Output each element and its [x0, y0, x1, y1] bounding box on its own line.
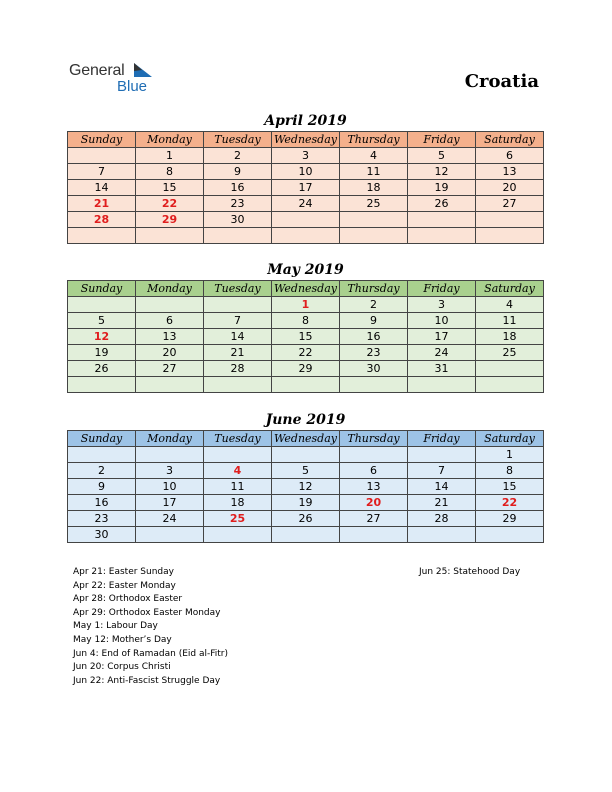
day-cell: 22 [136, 196, 204, 212]
empty-day-cell [340, 527, 408, 543]
week-row [68, 180, 544, 196]
holiday-item: May 12: Mother’s Day [73, 634, 172, 645]
weekday-label: Sunday [68, 431, 136, 447]
day-cell: 3 [272, 148, 340, 164]
empty-day-cell [340, 212, 408, 228]
day-cell: 7 [408, 463, 476, 479]
day-cell: 3 [136, 463, 204, 479]
week-row [68, 297, 544, 313]
day-cell: 18 [204, 495, 272, 511]
empty-day-cell [476, 212, 544, 228]
week-row [68, 527, 544, 543]
day-cell: 7 [204, 313, 272, 329]
holiday-item: Apr 28: Orthodox Easter [73, 594, 183, 605]
day-cell: 30 [204, 212, 272, 228]
day-cell: 24 [408, 345, 476, 361]
day-cell: 15 [476, 479, 544, 495]
day-cell: 2 [68, 463, 136, 479]
empty-day-cell [272, 447, 340, 463]
day-cell: 8 [272, 313, 340, 329]
empty-day-cell [408, 377, 476, 393]
day-cell: 16 [204, 180, 272, 196]
empty-day-cell [204, 297, 272, 313]
day-cell: 25 [204, 511, 272, 527]
weekday-header-row [68, 281, 544, 297]
weekday-label: Thursday [340, 132, 408, 148]
day-cell: 28 [408, 511, 476, 527]
day-cell: 13 [340, 479, 408, 495]
week-row [68, 164, 544, 180]
weekday-label: Wednesday [272, 132, 340, 148]
holiday-item: Jun 25: Statehood Day [419, 567, 521, 577]
day-cell: 29 [476, 511, 544, 527]
day-cell: 4 [340, 148, 408, 164]
weekday-label: Thursday [340, 281, 408, 297]
empty-day-cell [340, 377, 408, 393]
empty-day-cell [136, 377, 204, 393]
week-row [68, 361, 544, 377]
empty-day-cell [272, 377, 340, 393]
day-cell: 18 [340, 180, 408, 196]
day-cell: 12 [408, 164, 476, 180]
day-cell: 20 [136, 345, 204, 361]
calendar-grid [67, 131, 544, 244]
logo-text-general: General [69, 62, 125, 79]
weekday-label: Friday [408, 431, 476, 447]
empty-day-cell [476, 527, 544, 543]
day-cell: 24 [136, 511, 204, 527]
day-cell: 27 [136, 361, 204, 377]
week-row [68, 148, 544, 164]
day-cell: 13 [476, 164, 544, 180]
day-cell: 28 [204, 361, 272, 377]
day-cell: 26 [272, 511, 340, 527]
logo-triangle-icon [134, 63, 152, 77]
weekday-label: Monday [136, 281, 204, 297]
week-row [68, 196, 544, 212]
weekday-label: Friday [408, 132, 476, 148]
generalblue-logo [69, 62, 169, 96]
weekday-label: Tuesday [204, 132, 272, 148]
day-cell: 30 [68, 527, 136, 543]
day-cell: 5 [68, 313, 136, 329]
day-cell: 27 [476, 196, 544, 212]
day-cell: 12 [272, 479, 340, 495]
month-may [67, 260, 544, 393]
day-cell: 6 [340, 463, 408, 479]
day-cell: 9 [68, 479, 136, 495]
holiday-list-right [419, 566, 520, 580]
day-cell: 14 [408, 479, 476, 495]
empty-day-cell [68, 297, 136, 313]
holiday-item: Jun 22: Anti-Fascist Struggle Day [73, 675, 221, 686]
empty-day-cell [204, 447, 272, 463]
day-cell: 10 [272, 164, 340, 180]
day-cell: 20 [340, 495, 408, 511]
calendar-grid [67, 280, 544, 393]
week-row [68, 377, 544, 393]
day-cell: 26 [408, 196, 476, 212]
day-cell: 5 [408, 148, 476, 164]
empty-day-cell [68, 377, 136, 393]
day-cell: 9 [204, 164, 272, 180]
empty-day-cell [340, 447, 408, 463]
day-cell: 4 [204, 463, 272, 479]
empty-day-cell [68, 447, 136, 463]
weekday-label: Wednesday [272, 281, 340, 297]
holiday-item: Apr 21: Easter Sunday [73, 567, 174, 577]
day-cell: 20 [476, 180, 544, 196]
empty-day-cell [408, 212, 476, 228]
empty-day-cell [204, 527, 272, 543]
day-cell: 17 [408, 329, 476, 345]
day-cell: 21 [68, 196, 136, 212]
week-row [68, 212, 544, 228]
empty-day-cell [68, 148, 136, 164]
day-cell: 15 [272, 329, 340, 345]
weekday-label: Sunday [68, 132, 136, 148]
day-cell: 5 [272, 463, 340, 479]
weekday-label: Tuesday [204, 281, 272, 297]
empty-day-cell [272, 212, 340, 228]
empty-day-cell [204, 377, 272, 393]
day-cell: 12 [68, 329, 136, 345]
day-cell: 14 [204, 329, 272, 345]
day-cell: 18 [476, 329, 544, 345]
weekday-label: Tuesday [204, 431, 272, 447]
day-cell: 22 [272, 345, 340, 361]
weekday-header-row [68, 431, 544, 447]
week-row [68, 447, 544, 463]
day-cell: 8 [136, 164, 204, 180]
weekday-label: Thursday [340, 431, 408, 447]
day-cell: 11 [340, 164, 408, 180]
day-cell: 29 [136, 212, 204, 228]
day-cell: 28 [68, 212, 136, 228]
day-cell: 29 [272, 361, 340, 377]
day-cell: 23 [204, 196, 272, 212]
day-cell: 14 [68, 180, 136, 196]
day-cell: 15 [136, 180, 204, 196]
day-cell: 27 [340, 511, 408, 527]
day-cell: 22 [476, 495, 544, 511]
day-cell: 2 [340, 297, 408, 313]
month-title: May 2019 [267, 262, 344, 278]
empty-day-cell [68, 228, 136, 244]
day-cell: 21 [204, 345, 272, 361]
empty-day-cell [136, 447, 204, 463]
day-cell: 19 [272, 495, 340, 511]
empty-day-cell [340, 228, 408, 244]
day-cell: 24 [272, 196, 340, 212]
weekday-label: Saturday [476, 431, 544, 447]
week-row [68, 463, 544, 479]
day-cell: 19 [408, 180, 476, 196]
empty-day-cell [136, 297, 204, 313]
day-cell: 17 [272, 180, 340, 196]
empty-day-cell [408, 527, 476, 543]
holiday-item: Jun 4: End of Ramadan (Eid al-Fitr) [73, 648, 228, 659]
weekday-header-row [68, 132, 544, 148]
empty-day-cell [408, 447, 476, 463]
day-cell: 16 [68, 495, 136, 511]
weekday-label: Wednesday [272, 431, 340, 447]
logo-text-blue: Blue [117, 78, 148, 95]
week-row [68, 345, 544, 361]
day-cell: 9 [340, 313, 408, 329]
month-june [67, 410, 544, 543]
month-title: June 2019 [265, 412, 346, 428]
weekday-label: Sunday [68, 281, 136, 297]
empty-day-cell [408, 228, 476, 244]
day-cell: 21 [408, 495, 476, 511]
day-cell: 1 [272, 297, 340, 313]
month-april [67, 111, 544, 244]
holiday-item: Apr 22: Easter Monday [73, 580, 176, 591]
week-row [68, 511, 544, 527]
day-cell: 25 [476, 345, 544, 361]
week-row [68, 228, 544, 244]
day-cell: 23 [340, 345, 408, 361]
country-title: Croatia [464, 71, 539, 92]
weekday-label: Saturday [476, 281, 544, 297]
week-row [68, 313, 544, 329]
day-cell: 6 [476, 148, 544, 164]
empty-day-cell [476, 228, 544, 244]
weekday-label: Monday [136, 132, 204, 148]
day-cell: 19 [68, 345, 136, 361]
holiday-list-left [73, 566, 228, 688]
weekday-label: Monday [136, 431, 204, 447]
calendar-grid [67, 430, 544, 543]
day-cell: 23 [68, 511, 136, 527]
week-row [68, 495, 544, 511]
empty-day-cell [136, 527, 204, 543]
day-cell: 16 [340, 329, 408, 345]
day-cell: 8 [476, 463, 544, 479]
empty-day-cell [272, 228, 340, 244]
day-cell: 31 [408, 361, 476, 377]
day-cell: 4 [476, 297, 544, 313]
day-cell: 1 [476, 447, 544, 463]
empty-day-cell [476, 377, 544, 393]
day-cell: 7 [68, 164, 136, 180]
day-cell: 6 [136, 313, 204, 329]
day-cell: 1 [136, 148, 204, 164]
week-row [68, 329, 544, 345]
day-cell: 26 [68, 361, 136, 377]
weekday-label: Friday [408, 281, 476, 297]
month-title: April 2019 [264, 113, 347, 129]
day-cell: 10 [408, 313, 476, 329]
weekday-label: Saturday [476, 132, 544, 148]
day-cell: 13 [136, 329, 204, 345]
holiday-item: May 1: Labour Day [73, 621, 158, 632]
day-cell: 17 [136, 495, 204, 511]
day-cell: 11 [476, 313, 544, 329]
week-row [68, 479, 544, 495]
empty-day-cell [272, 527, 340, 543]
empty-day-cell [476, 361, 544, 377]
day-cell: 2 [204, 148, 272, 164]
day-cell: 10 [136, 479, 204, 495]
day-cell: 25 [340, 196, 408, 212]
day-cell: 3 [408, 297, 476, 313]
empty-day-cell [136, 228, 204, 244]
empty-day-cell [204, 228, 272, 244]
holiday-item: Apr 29: Orthodox Easter Monday [73, 607, 221, 618]
holiday-item: Jun 20: Corpus Christi [73, 662, 171, 673]
day-cell: 11 [204, 479, 272, 495]
day-cell: 30 [340, 361, 408, 377]
